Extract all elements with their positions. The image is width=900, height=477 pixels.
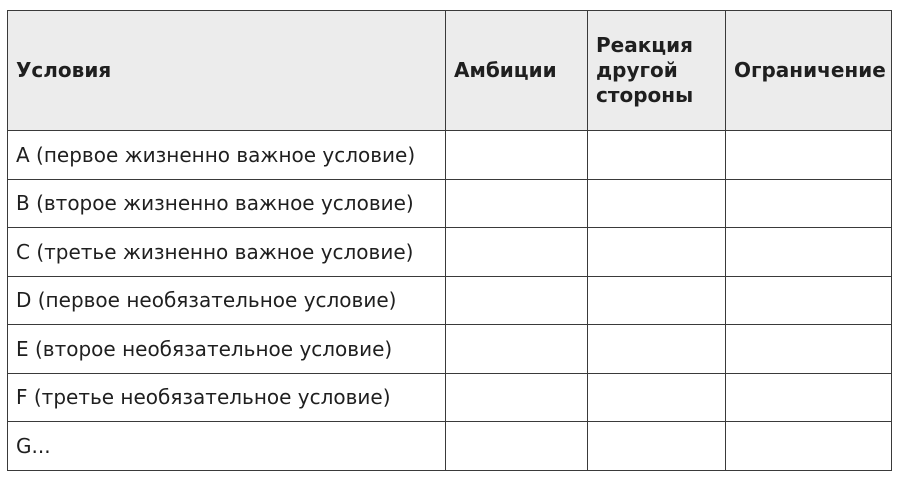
table-body xyxy=(8,131,892,471)
table-header xyxy=(8,11,892,131)
table-row xyxy=(8,422,892,471)
condition-cell: F (третье необязательное условие) xyxy=(8,373,446,422)
reaction-cell xyxy=(588,228,726,277)
ambitions-cell xyxy=(446,228,588,277)
limit-cell xyxy=(726,373,892,422)
table-row xyxy=(8,373,892,422)
table-row xyxy=(8,276,892,325)
ambitions-cell xyxy=(446,325,588,374)
reaction-cell xyxy=(588,373,726,422)
condition-cell: A (первое жизненно важное условие) xyxy=(8,131,446,180)
condition-cell: E (второе необязательное условие) xyxy=(8,325,446,374)
condition-cell: C (третье жизненно важное условие) xyxy=(8,228,446,277)
condition-cell: G... xyxy=(8,422,446,471)
reaction-cell xyxy=(588,422,726,471)
table-row xyxy=(8,228,892,277)
ambitions-cell xyxy=(446,131,588,180)
header-other-side-reaction: Реакция другой стороны xyxy=(588,11,726,131)
header-ambitions: Амбиции xyxy=(446,11,588,131)
ambitions-cell xyxy=(446,422,588,471)
table-row xyxy=(8,131,892,180)
limit-cell xyxy=(726,422,892,471)
limit-cell xyxy=(726,325,892,374)
limit-cell xyxy=(726,131,892,180)
reaction-cell xyxy=(588,131,726,180)
table-row xyxy=(8,179,892,228)
limit-cell xyxy=(726,179,892,228)
condition-cell: D (первое необязательное условие) xyxy=(8,276,446,325)
condition-cell: B (второе жизненно важное условие) xyxy=(8,179,446,228)
reaction-cell xyxy=(588,179,726,228)
ambitions-cell xyxy=(446,179,588,228)
ambitions-cell xyxy=(446,276,588,325)
limit-cell xyxy=(726,228,892,277)
header-limit: Ограничение xyxy=(726,11,892,131)
header-conditions: Условия xyxy=(8,11,446,131)
reaction-cell xyxy=(588,276,726,325)
ambitions-cell xyxy=(446,373,588,422)
header-row xyxy=(8,11,892,131)
reaction-cell xyxy=(588,325,726,374)
table-row xyxy=(8,325,892,374)
conditions-table xyxy=(7,10,892,471)
limit-cell xyxy=(726,276,892,325)
